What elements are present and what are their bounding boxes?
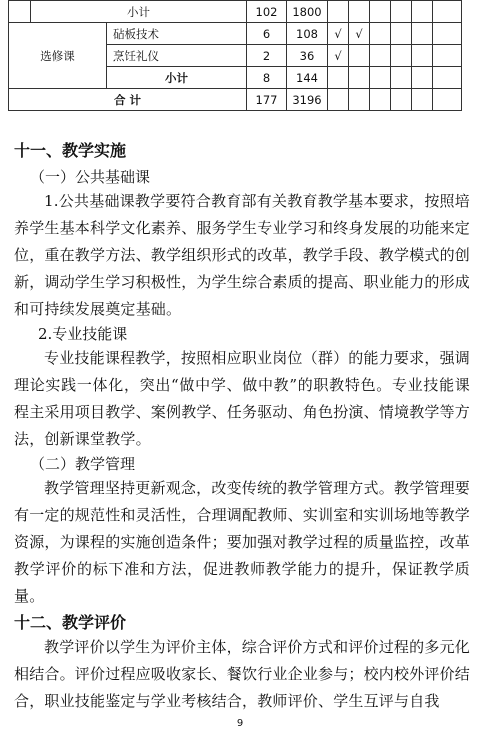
section-heading: 十二、教学评价 [14, 613, 127, 632]
check-mark: √ [349, 23, 370, 45]
table-row-grand-total [9, 89, 462, 111]
total-cell: 3196 [287, 89, 328, 111]
hours-cell: 102 [247, 1, 287, 23]
grand-total-label: 合 计 [9, 89, 247, 111]
paragraph: 专业技能课程教学，按照相应职业岗位（群）的能力要求，强调理论实践一体化，突出“做中学、做中教”的职教特色。专业技能课程主采用项目教学、案例教学、任务驱动、角色扮演、情境教学等方法，创新课堂教学。 [14, 349, 471, 448]
total-cell: 108 [287, 23, 328, 45]
hours-cell: 2 [247, 45, 287, 67]
total-cell: 36 [287, 45, 328, 67]
table-row-subtotal-required [9, 1, 462, 23]
document-body [14, 140, 470, 715]
hours-cell: 6 [247, 23, 287, 45]
section-heading: 十一、教学实施 [14, 141, 127, 160]
table-row [9, 23, 462, 45]
subsection-heading: 2.专业技能课 [38, 325, 128, 343]
check-mark: √ [328, 23, 349, 45]
hours-cell: 8 [247, 67, 287, 89]
subtotal-label: 小计 [107, 67, 247, 89]
check-mark: √ [328, 45, 349, 67]
curriculum-table [8, 0, 462, 111]
page-number: 9 [236, 718, 244, 729]
elective-group-label: 选修课 [9, 23, 107, 89]
course-name: 烹饪礼仪 [107, 45, 247, 67]
total-cell: 144 [287, 67, 328, 89]
subsection-heading: （一）公共基础课 [30, 168, 151, 186]
hours-cell: 177 [247, 89, 287, 111]
check-mark [349, 45, 370, 67]
paragraph: 教学评价以学生为评价主体，综合评价方式和评价过程的多元化相结合。评价过程应吸收家长、餐饮行业企业参与；校内校外评价结合，职业技能鉴定与学业考核结合，教师评价、学生互评与自我 [14, 638, 471, 710]
paragraph: 1.公共基础课教学要符合教育部有关教育教学基本要求，按照培养学生基本科学文化素养、服务学生专业学习和终身发展的功能来定位，重在教学方法、教学组织形式的改革，教学手段、教学模式的创新，调动学生学习积极性，为学生综合素质的提高、职业能力的形成和可持续发展奠定基础。 [14, 192, 471, 318]
course-name: 砧板技术 [107, 23, 247, 45]
subtotal-label: 小计 [31, 1, 247, 23]
subsection-heading: （二）教学管理 [30, 455, 136, 473]
total-cell: 1800 [287, 1, 328, 23]
paragraph: 教学管理坚持更新观念，改变传统的教学管理方式。教学管理要有一定的规范性和灵活性，合理调配教师、实训室和实训场地等教学资源，为课程的实施创造条件；要加强对教学过程的质量监控，改革教学评价的标下准和方法，促进教师教学能力的提升，保证教学质量。 [14, 479, 471, 605]
